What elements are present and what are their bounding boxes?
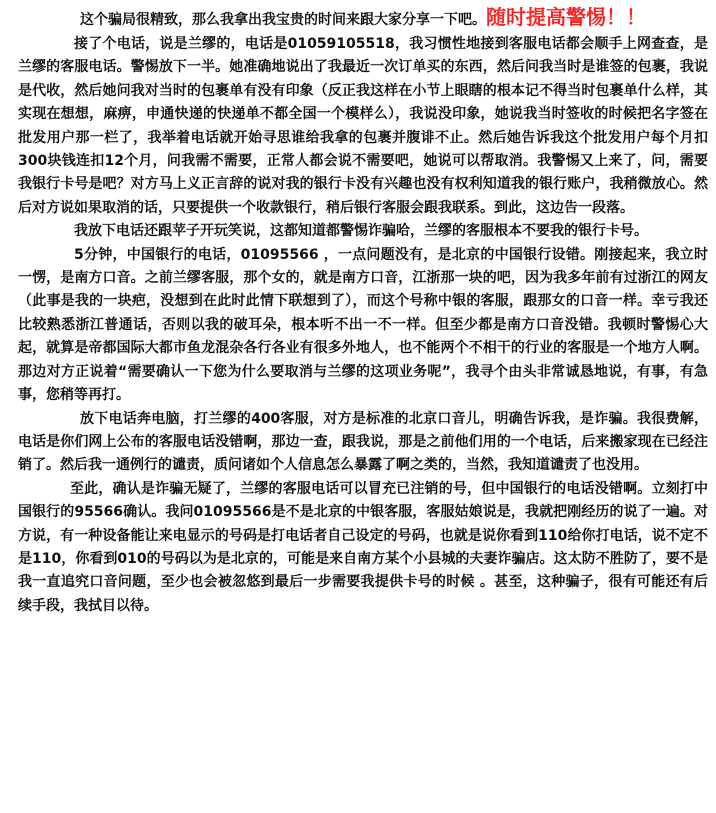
alert-warning: 随时提高警惕！！ <box>486 5 646 29</box>
paragraph-verify-400: 放下电话奔电脑，打兰缪的400客服，对方是标准的北京口音儿，明确告诉我，是诈骗。我很费解，电话是你们网上公布的客服电话没错啊，那边一查，跟我说，那是之前他们用的一个电话，后来搬家现在已经注销了。然后我一通例行的谴责，质问诸如个人信息怎么暴露了啊之类的，当然，我知道谴责了也没用。 <box>18 410 708 474</box>
intro-paragraph <box>18 4 708 33</box>
paragraph-joke: 我放下电话还跟苹子开玩笑说，这都知道都警惕诈骗哈，兰缪的客服根本不要我的银行卡号。 <box>74 223 648 240</box>
paragraph-phone-call: 接了个电话，说是兰缪的，电话是01059105518，我习惯性地接到客服电话都会顺手上网查查，是兰缪的客服电话。警惕放下一半。她准确地说出了我最近一次订单买的东西，然后问我当时是谁签的包裹，我说是代收，然后她问我对当时的包裹单有没有印象（反正我这样在小节上眼瞎的根本记不得当时包裹单什么样，其实现在想想，麻痹，申通快递的快递单不都全国一个模样么），我说没印象，她说我当时签收的时候把名字签在批发用户那一栏了，我举着电话就开始寻思谁给我拿的包裹并腹诽不止。然后她告诉我这个批发用户每个月扣300块钱连扣12个月，问我需不需要，正常人都会说不需要吧，她说可以帮取消。我警惕又上来了，问，需要我银行卡号是吧？对方马上义正言辞的说对我的银行卡没有兴趣也没有权利知道我的银行账户，我稍微放心。然后对方说如果取消的话，只要提供一个收款银行，稍后银行客服会跟我联系。到此，这边告一段落。 <box>18 36 708 216</box>
paragraph-bank-call: 5分钟，中国银行的电话，01095566 ，一点问题没有，是北京的中国银行设错。刚接起来，我立时一愣，是南方口音。之前兰缪客服，那个女的，就是南方口音，江浙那一块的吧，因为我多年前有过浙江的网友（此事是我的一块疤，没想到在此时此情下联想到了），而这个号称中银的客服，跟那女的口音一样。幸亏我还比较熟悉浙江普通话，否则以我的破耳朵，根本听不出一不一样。但至少都是南方口音没错。我顿时警惕心大起，就算是帝都国际大都市鱼龙混杂各行各业有很多外地人，也不能两个不相干的行业的客服是一个地方人啊。那边对方正说着“需要确认一下您为什么要取消与兰缪的这项业务呢”，我寻个由头非常诚恳地说，有事，有急事，您稍等再打。 <box>18 246 708 404</box>
intro-text: 这个骗局很精致，那么我拿出我宝贵的时间来跟大家分享一下吧。 <box>80 12 486 28</box>
paragraph-conclusion: 至此，确认是诈骗无疑了，兰缪的客服电话可以冒充已注销的号，但中国银行的电话没错啊。立刻打中国银行的95566确认。我问01095566是不是北京的中银客服，客服姑娘说是，我就把刚经历的说了一遍。对方说，有一种设备能让来电显示的号码是打电话者自己设定的号码，也就是说你看到110给你打电话，说不定不是110，你看到010的号码以为是北京的，可能是来自南方某个小县城的夫妻诈骗店。这太防不胜防了，要不是我一直追究口音问题，至少也会被忽悠到最后一步需要我提供卡号的时候 。甚至，这种骗子，很有可能还有后续手段，我拭目以待。 <box>18 480 708 614</box>
